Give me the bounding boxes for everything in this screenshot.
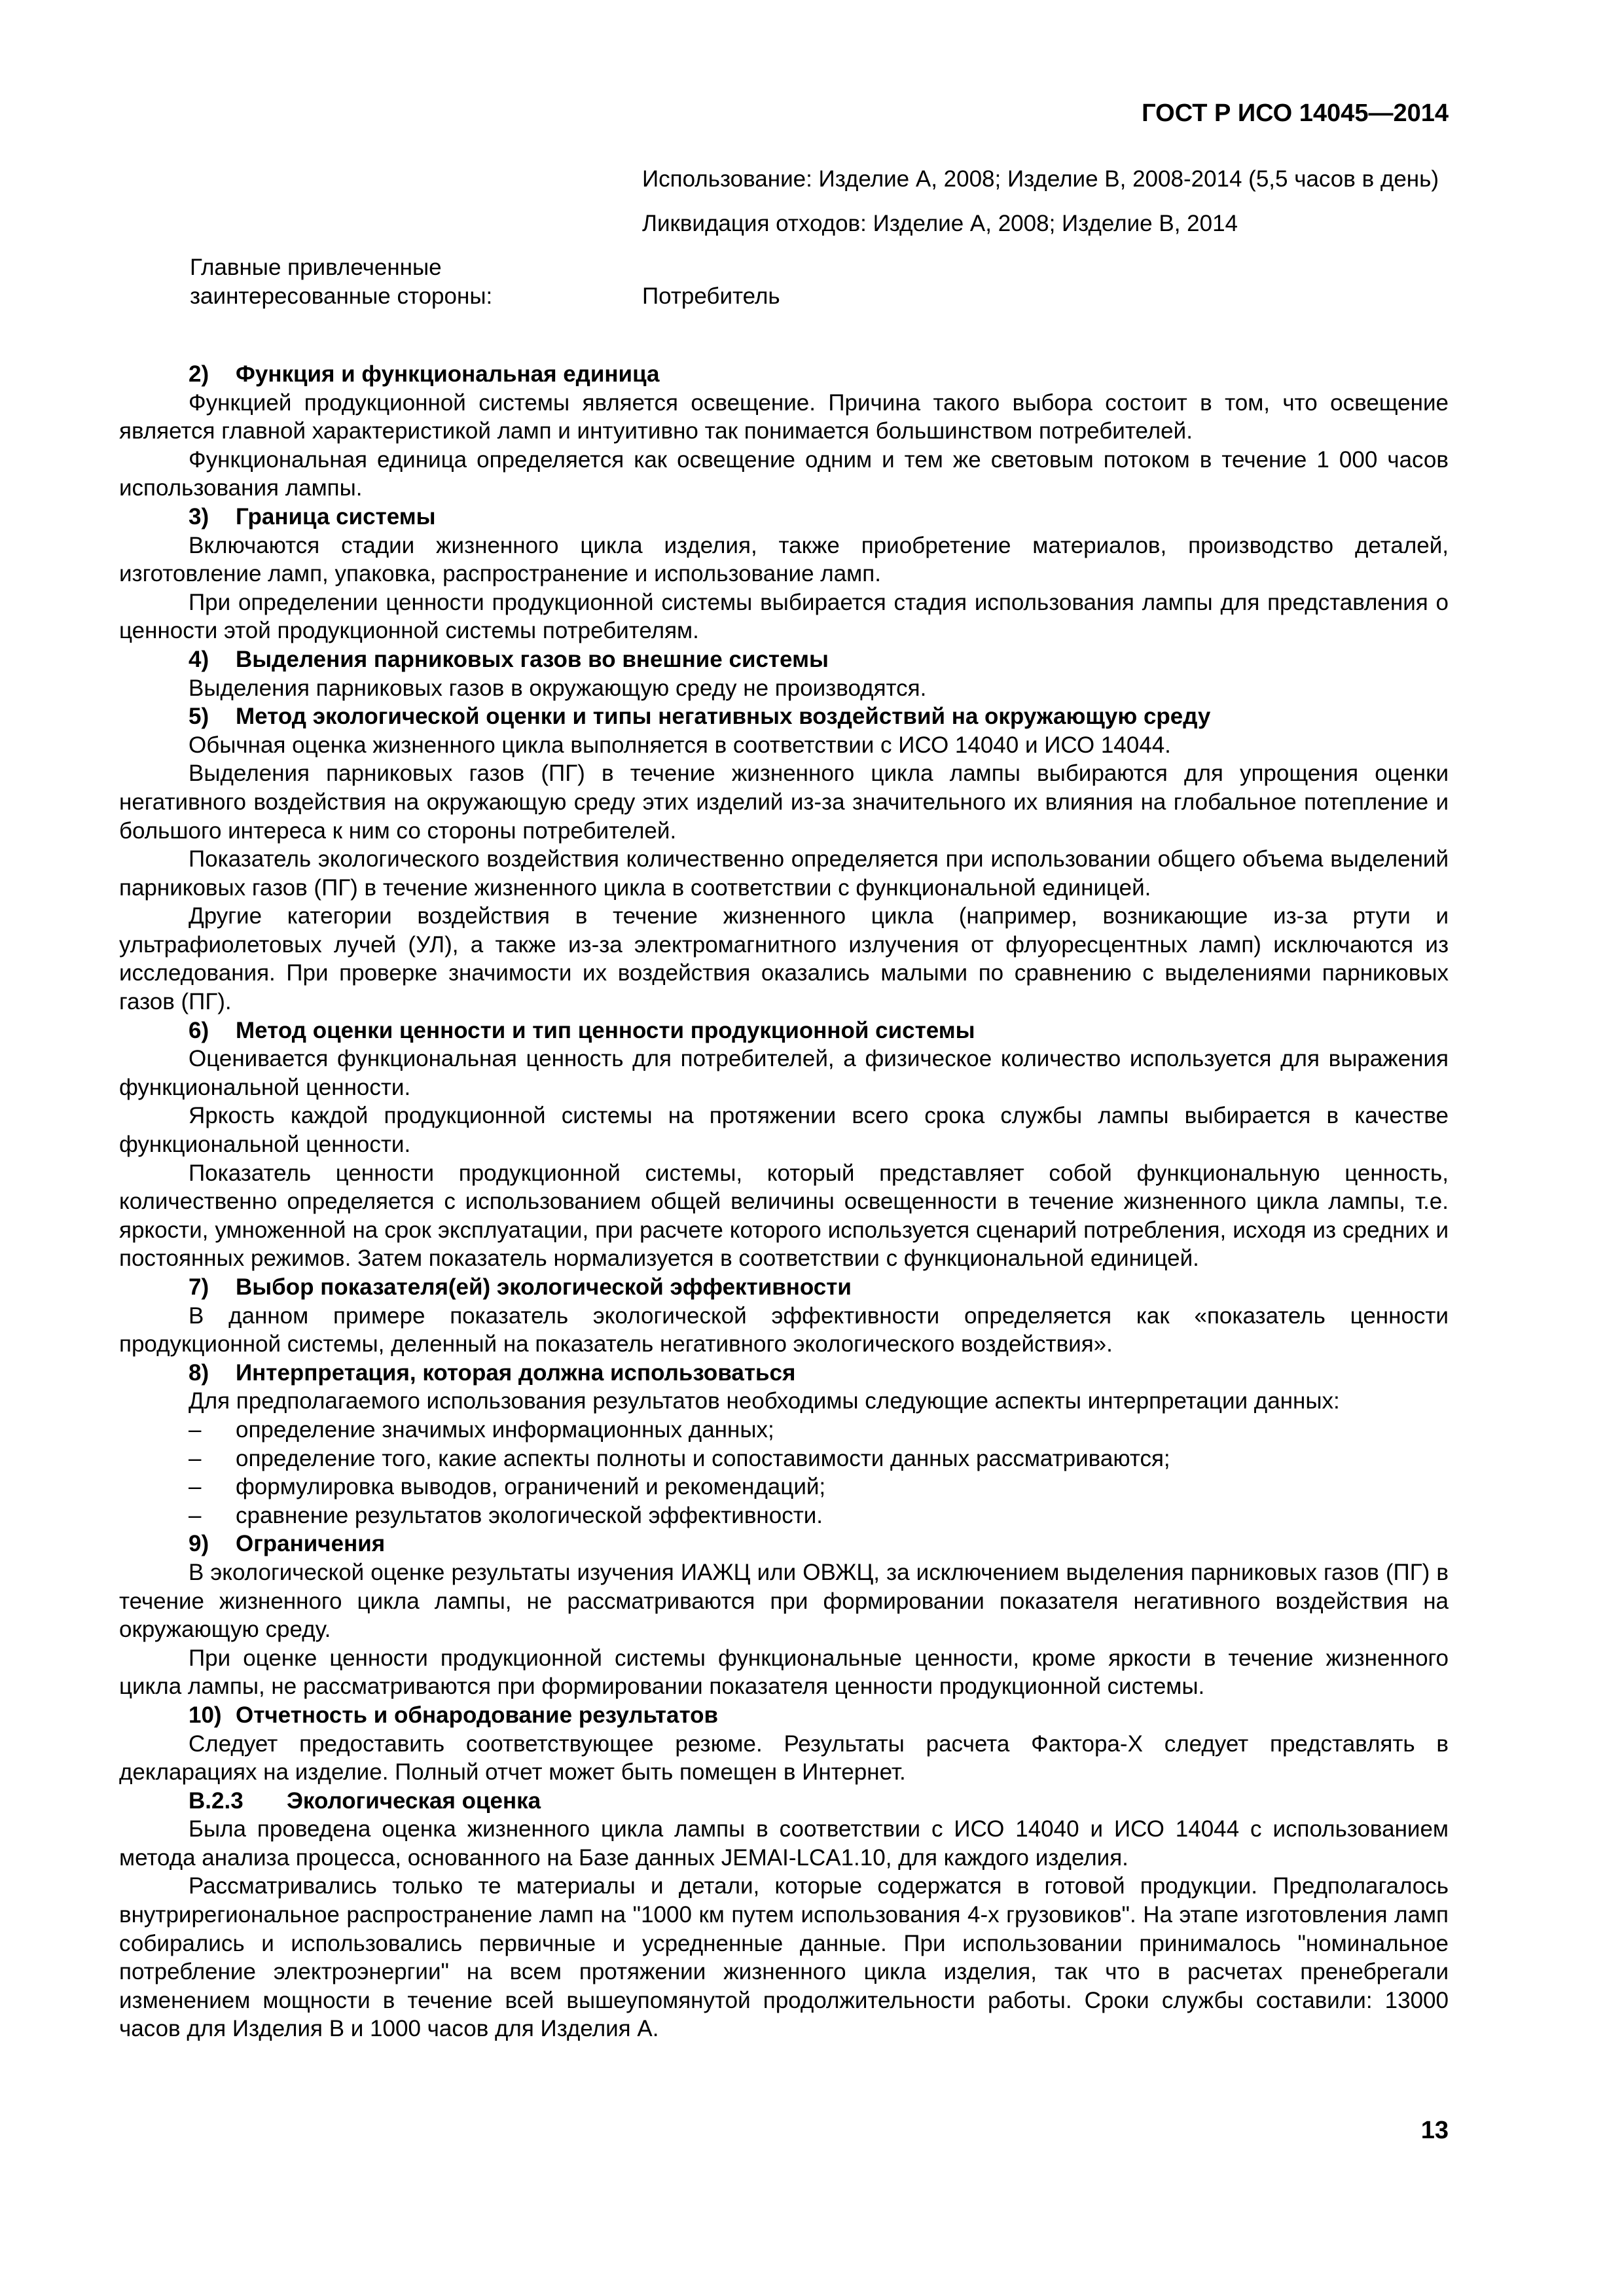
list-dash: – (189, 1502, 202, 1528)
stakeholders-label: Главные привлеченные заинтересованные стороны: (190, 255, 493, 309)
section-number: 6) (189, 1017, 209, 1043)
paragraph: Выделения парниковых газов в окружающую среду не производятся. (189, 675, 927, 701)
list-item-text: определение значимых информационных данных; (236, 1416, 774, 1443)
paragraph: При оценке ценности продукционной системы функциональные ценности, кроме яркости в течение жизненного цикла лампы, не рассматриваются при формировании показателя ценности продукционной системы. (119, 1645, 1449, 1700)
section-title: Функция и функциональная единица (236, 361, 660, 387)
paragraph: Показатель ценности продукционной системы, который представляет собой функциональную ценность, количественно определяется с использованием общей величины освещенности в течение жизненного цикла лампы, т.е. яркости, умноженной на срок эксплуатации, при расчете которого используется сценарий потребления, исходя из средних и постоянных режимов. Затем показатель нормализуется в соответствии с функциональной единицей. (119, 1160, 1449, 1272)
list-item-text: определение того, какие аспекты полноты и сопоставимости данных рассматриваются; (236, 1445, 1170, 1471)
bullet-list (119, 1416, 1449, 1530)
section-heading (119, 360, 1449, 389)
section-number: B.2.3 (189, 1787, 244, 1814)
paragraph: В данном примере показатель экологической эффективности определяется как «показатель ценности продукционной системы, деленный на показатель негативного экологического воздействия». (119, 1302, 1449, 1357)
section-title: Выделения парниковых газов во внешние системы (236, 646, 829, 672)
section-title: Отчетность и обнародование результатов (236, 1702, 719, 1728)
list-dash: – (189, 1416, 202, 1443)
section-heading (119, 702, 1449, 731)
stakeholders-row (190, 253, 1449, 310)
paragraph: Рассматривались только те материалы и детали, которые содержатся в готовой продукции. Предполагалось внутрирегиональное распространение ламп на "1000 км путем использования 4-х грузовиков". На этапе изготовления ламп собирались и использовались первичные и усредненные данные. При использовании принималось "номинальное потребление электроэнергии" на всем протяжении жизненного цикла изделия, так что в расчетах пренебрегали изменением мощности в течение всей вышеупомянутой продолжительности работы. Сроки службы составили: 13000 часов для Изделия В и 1000 часов для Изделия А. (119, 1873, 1449, 2042)
list-dash: – (189, 1474, 202, 1500)
paragraph: Была проведена оценка жизненного цикла лампы в соответствии с ИСО 14040 и ИСО 14044 с использованием метода анализа процесса, основанного на Базе данных JEMAI-LCA1.10, для каждого изделия. (119, 1816, 1449, 1871)
section-heading (119, 1787, 1449, 1816)
section-number: 5) (189, 704, 209, 730)
section-number: 9) (189, 1531, 209, 1557)
paragraph: Яркость каждой продукционной системы на протяжении всего срока службы лампы выбирается в качестве функциональной ценности. (119, 1103, 1449, 1158)
section-heading (119, 1359, 1449, 1388)
paragraph: Для предполагаемого использования результатов необходимы следующие аспекты интерпретации данных: (189, 1388, 1340, 1414)
section-heading (119, 1701, 1449, 1730)
section-heading (119, 645, 1449, 674)
product-info-block (190, 165, 1449, 310)
section-heading (119, 503, 1449, 531)
section-number: 4) (189, 646, 209, 672)
list-item-text: сравнение результатов экологической эффективности. (236, 1502, 823, 1528)
section-title: Метод оценки ценности и тип ценности продукционной системы (236, 1017, 975, 1043)
section-heading (119, 1016, 1449, 1045)
section-title: Граница системы (236, 503, 436, 529)
paragraph: В экологической оценке результаты изучения ИАЖЦ или ОВЖЦ, за исключением выделения парниковых газов (ПГ) в течение жизненного цикла лампы, не рассматриваются при формировании показателя негативного воздействия на окружающую среду. (119, 1559, 1449, 1643)
paragraph: Оценивается функциональная ценность для потребителей, а физическое количество используется для выражения функциональной ценности. (119, 1046, 1449, 1100)
usage-line: Использование: Изделие А, 2008; Изделие В, 2008-2014 (5,5 часов в день) (642, 166, 1439, 192)
section-heading (119, 1530, 1449, 1558)
document-body (119, 360, 1449, 2043)
paragraph: Включаются стадии жизненного цикла изделия, также приобретение материалов, производство деталей, изготовление ламп, упаковка, распространение и использование ламп. (119, 532, 1449, 587)
section-title: Ограничения (236, 1531, 386, 1557)
section-number: 2) (189, 361, 209, 387)
list-item (119, 1473, 1449, 1501)
paragraph: Показатель экологического воздействия количественно определяется при использовании общего объема выделений парниковых газов (ПГ) в течение жизненного цикла в соответствии с функциональной единицей. (119, 846, 1449, 901)
section-number: 8) (189, 1359, 209, 1386)
section-title: Выбор показателя(ей) экологической эффективности (236, 1274, 852, 1300)
paragraph: Функциональная единица определяется как освещение одним и тем же световым потоком в течение 1 000 часов использования лампы. (119, 446, 1449, 501)
list-item (119, 1501, 1449, 1530)
section-number: 7) (189, 1274, 209, 1300)
section-title: Экологическая оценка (287, 1787, 541, 1814)
paragraph: При определении ценности продукционной системы выбирается стадия использования лампы для представления о ценности этой продукционной системы потребителям. (119, 589, 1449, 644)
list-item-text: формулировка выводов, ограничений и рекомендаций; (236, 1474, 826, 1500)
paragraph: Другие категории воздействия в течение жизненного цикла (например, возникающие из-за ртути и ультрафиолетовых лучей (УЛ), а также из-за электромагнитного излучения от флуоресцентных ламп) исключаются из исследования. При проверке значимости их воздействия оказались малыми по сравнению с выделениями парниковых газов (ПГ). (119, 903, 1449, 1015)
disposal-line: Ликвидация отходов: Изделие А, 2008; Изделие В, 2014 (642, 210, 1238, 236)
section-title: Метод экологической оценки и типы негативных воздействий на окружающую среду (236, 704, 1211, 730)
list-item (119, 1416, 1449, 1444)
paragraph: Следует предоставить соответствующее резюме. Результаты расчета Фактора-Х следует представлять в декларациях на изделие. Полный отчет может быть помещен в Интернет. (119, 1731, 1449, 1785)
section-heading (119, 1273, 1449, 1302)
paragraph: Выделения парниковых газов (ПГ) в течение жизненного цикла лампы выбираются для упрощения оценки негативного воздействия на окружающую среду этих изделий из-за значительного их влияния на глобальное потепление и большого интереса к ним со стороны потребителей. (119, 761, 1449, 844)
paragraph: Функцией продукционной системы является освещение. Причина такого выбора состоит в том, что освещение является главной характеристикой ламп и интуитивно так понимается большинством потребителей. (119, 389, 1449, 444)
section-number: 10) (189, 1702, 222, 1728)
section-number: 3) (189, 503, 209, 529)
document-code: ГОСТ Р ИСО 14045—2014 (1142, 99, 1449, 127)
list-item (119, 1444, 1449, 1473)
stakeholders-value: Потребитель (642, 283, 780, 309)
list-dash: – (189, 1445, 202, 1471)
section-title: Интерпретация, которая должна использоваться (236, 1359, 796, 1386)
page-number: 13 (1420, 2117, 1449, 2144)
paragraph: Обычная оценка жизненного цикла выполняется в соответствии с ИСО 14040 и ИСО 14044. (189, 732, 1171, 758)
